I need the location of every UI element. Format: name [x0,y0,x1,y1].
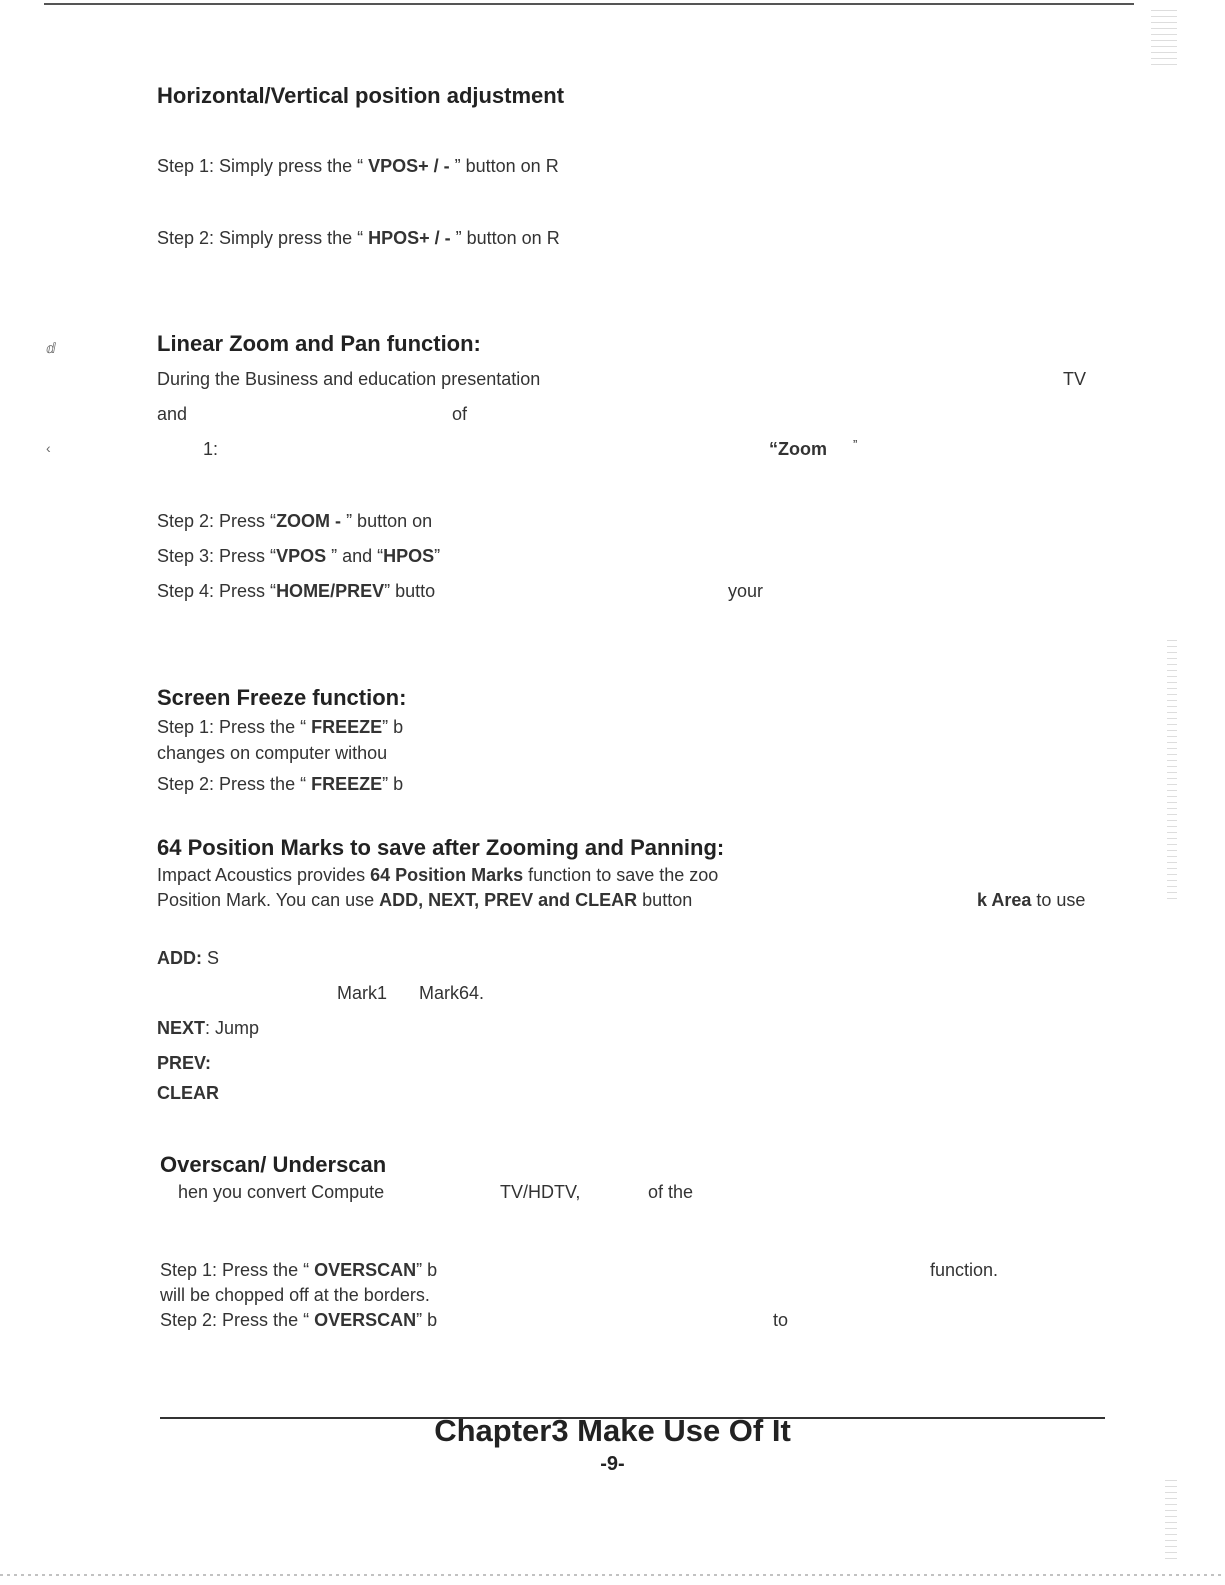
freeze-step-1-cont: changes on computer withou [157,743,388,763]
section-title-hv-position: Horizontal/Vertical position adjustment [157,83,565,108]
marks-range-start: Mark1 [337,983,388,1003]
scan-artifact [1151,10,1177,70]
hv-step-2: Step 2: Simply press the “ HPOS+ / - ” button on R [157,228,560,248]
overscan-intro: hen you convert Compute [178,1182,385,1202]
margin-mark: ‹ [46,440,51,456]
zoom-intro-tv: TV [1063,369,1087,389]
zoom-step-1-number: 1: [203,439,219,459]
zoom-intro-of: of [452,404,468,424]
marks-next: NEXT: Jump [157,1018,260,1038]
zoom-step-3: Step 3: Press “VPOS ” and “HPOS” [157,546,441,566]
scan-artifact [1167,640,1177,900]
overscan-step-1: Step 1: Press the “ OVERSCAN” b [160,1260,438,1280]
chapter-title: Chapter3 Make Use Of It [434,1413,791,1448]
page-number: -9- [600,1453,625,1475]
marks-line-2-end: k Area to use [977,890,1086,910]
zoom-step-2: Step 2: Press “ZOOM - ” button on [157,511,433,531]
zoom-step-4-your: your [728,581,764,601]
zoom-intro: During the Business and education presentation [157,369,541,389]
section-title-position-marks: 64 Position Marks to save after Zooming and Panning: [157,835,725,860]
marks-range-end: Mark64. [419,983,485,1003]
overscan-intro-tv: TV/HDTV, [500,1182,581,1202]
margin-mark: ⅆ [46,340,56,356]
marks-prev: PREV: [157,1053,212,1073]
section-title-overscan: Overscan/ Underscan [160,1152,387,1177]
overscan-step-2-to: to [773,1310,789,1330]
top-rule [44,3,1134,5]
section-title-freeze: Screen Freeze function: [157,685,407,710]
overscan-step-1-end: function. [930,1260,999,1280]
overscan-intro-of: of the [648,1182,694,1202]
freeze-step-1: Step 1: Press the “ FREEZE” b [157,717,404,737]
marks-clear: CLEAR [157,1083,219,1103]
marks-line-1: Impact Acoustics provides 64 Position Marks function to save the zoo [157,865,719,885]
section-title-zoom: Linear Zoom and Pan function: [157,331,481,356]
zoom-step-1-quote: ” [853,437,858,452]
zoom-step-4: Step 4: Press “HOME/PREV” butto [157,581,436,601]
bottom-scan-edge [0,1574,1225,1576]
marks-line-2: Position Mark. You can use ADD, NEXT, PREV and CLEAR button [157,890,693,910]
overscan-step-2: Step 2: Press the “ OVERSCAN” b [160,1310,438,1330]
overscan-step-1-cont: will be chopped off at the borders. [160,1285,430,1305]
marks-add: ADD: S [157,948,220,968]
hv-step-1: Step 1: Simply press the “ VPOS+ / - ” button on R [157,156,559,176]
freeze-step-2: Step 2: Press the “ FREEZE” b [157,774,404,794]
zoom-step-1-key: “Zoom [769,439,827,459]
scan-artifact [1165,1480,1177,1560]
zoom-intro-and: and [157,404,188,424]
